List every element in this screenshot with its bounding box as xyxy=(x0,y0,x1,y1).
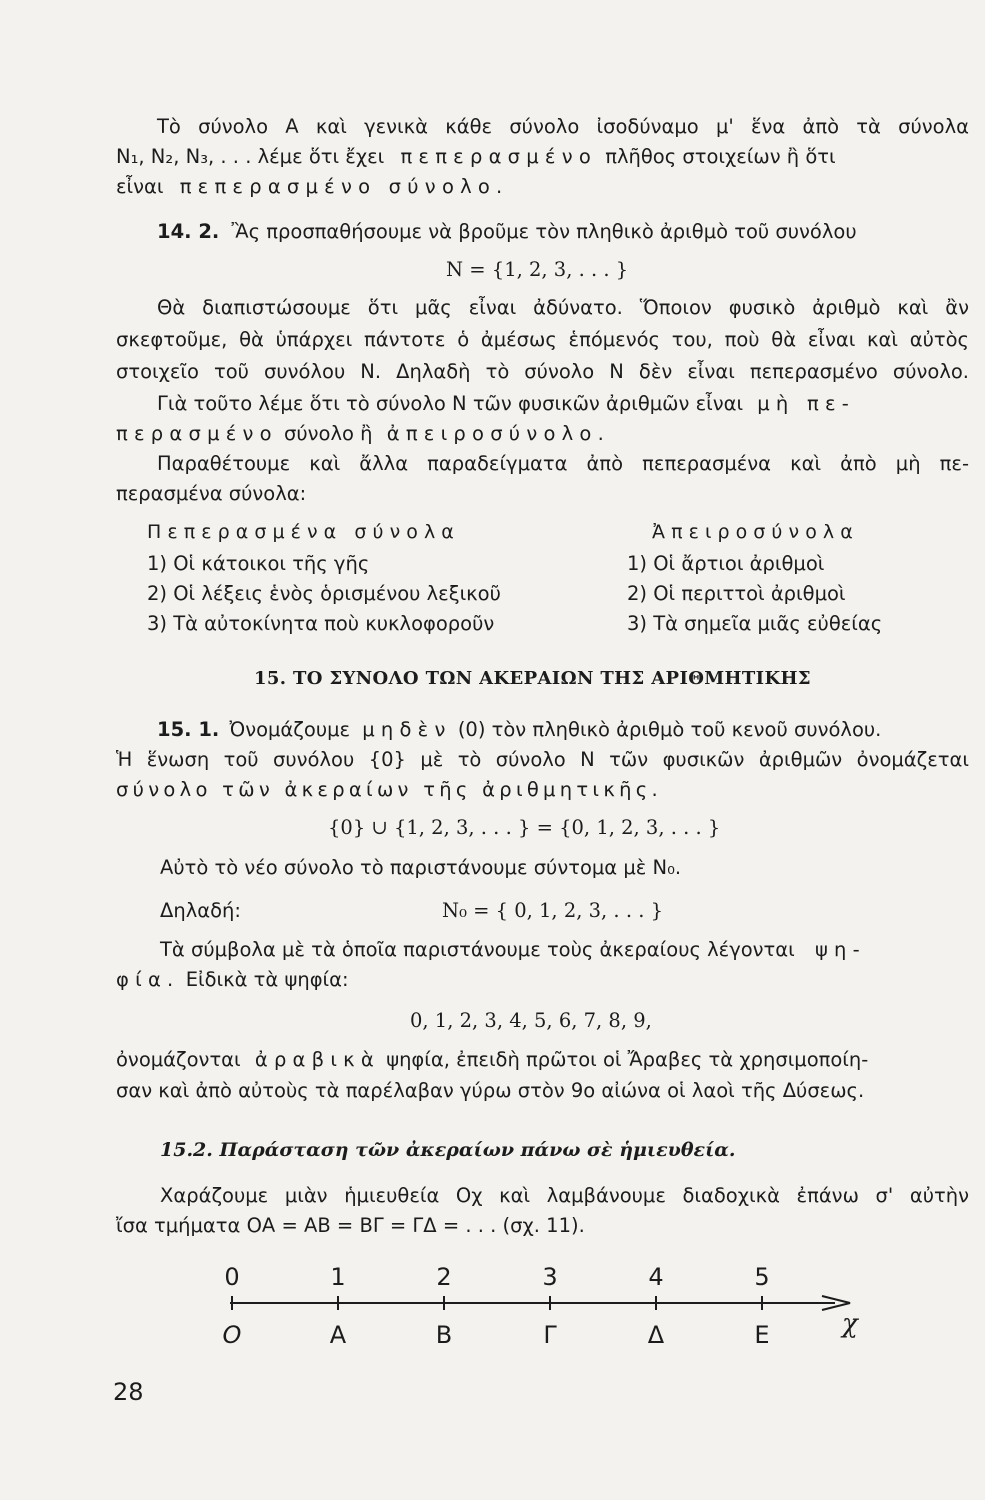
finite-example: 3) Τὰ αὐτοκίνητα ποὺ κυκλοφοροῦν xyxy=(147,612,495,635)
n0-formula: N₀ = { 0, 1, 2, 3, . . . } xyxy=(442,899,664,922)
spaced-term: σύνολο τῶν ἀκεραίων τῆς ἀριθμητικῆς. xyxy=(116,778,662,801)
subsection-title: 15.2. Παράσταση τῶν ἀκεραίων πάνω σὲ ἡμιευθεία. xyxy=(160,1139,736,1161)
ray-point-label: E xyxy=(754,1321,770,1349)
spaced-term: περασμένο xyxy=(116,422,278,445)
section-title: 15. ΤΟ ΣΥΝΟΛΟ ΤΩΝ ΑΚΕΡΑΙΩΝ ΤΗΣ ΑΡΙΘΜΗΤΙΚΗΣ xyxy=(254,668,811,689)
infinite-example: 3) Τὰ σημεῖα μιᾶς εὐθείας xyxy=(627,612,883,635)
infinite-example: 1) Οἱ ἄρτιοι ἀριθμοὶ xyxy=(627,552,825,575)
ray-number-label: 1 xyxy=(330,1263,346,1291)
ray-point-label: B xyxy=(435,1321,453,1349)
spaced-term: πεπερασμένο xyxy=(400,145,597,168)
text-line: σαν καὶ ἀπὸ αὐτοὺς τὰ παρέλαβαν γύρω στὸν 9ο αἰώνα οἱ λαοὶ τῆς Δύσεως. xyxy=(116,1079,865,1102)
spaced-term: ψη- xyxy=(814,938,866,961)
text-span: Γιὰ τοῦτο λέμε ὅτι τὸ σύνολο N τῶν φυσικῶν ἀριθμῶν εἶναι xyxy=(157,392,744,415)
text-line: Τὸ σύνολο Α καὶ γενικὰ κάθε σύνολο ἰσοδύναμο μ' ἕνα ἀπὸ τὰ σύνολα xyxy=(157,115,969,138)
finite-example: 2) Οἱ λέξεις ἑνὸς ὁρισμένου λεξικοῦ xyxy=(147,582,501,605)
page-number: 28 xyxy=(113,1378,144,1406)
spaced-term: ἀπειροσύνολο. xyxy=(386,422,611,445)
text-span: N₁, N₂, N₃, . . . λέμε ὅτι ἔχει xyxy=(116,145,385,168)
text-line: Θὰ διαπιστώσουμε ὅτι μᾶς εἶναι ἀδύνατο. Ὅποιον φυσικὸ ἀριθμὸ καὶ ἂν xyxy=(157,296,969,319)
ray-number-label: 2 xyxy=(436,1263,452,1291)
ray-point-label: A xyxy=(329,1321,347,1349)
text-span: ψηφία, ἐπειδὴ πρῶτοι οἱ Ἄραβες τὰ χρησιμοποίη- xyxy=(386,1048,869,1071)
text-line: Χαράζουμε μιὰν ἡμιευθεία Οχ καὶ λαμβάνουμε διαδοχικὰ ἐπάνω σ' αὐτὴν xyxy=(160,1184,969,1207)
ray-number-label: 3 xyxy=(542,1263,558,1291)
ray-number-label: 5 xyxy=(754,1263,770,1291)
spaced-term: φία. xyxy=(116,968,180,991)
text-line: περασμένα σύνολα: xyxy=(116,482,307,505)
infinite-sets-header: Ἀπειροσύνολα xyxy=(652,521,859,543)
ray-number-label: 0 xyxy=(224,1263,240,1291)
text-line: ἴσα τμήματα ΟΑ = ΑΒ = ΒΓ = ΓΔ = . . . (σχ. 11). xyxy=(116,1214,585,1237)
section-number: 15. 1. xyxy=(157,718,220,741)
text-line: Ἡ ἕνωση τοῦ συνόλου {0} μὲ τὸ σύνολο N τῶν φυσικῶν ἀριθμῶν ὀνομάζεται xyxy=(116,748,969,771)
spaced-term: πεπερασμένο σύνολο. xyxy=(179,175,509,198)
text-line: Αὐτὸ τὸ νέο σύνολο τὸ παριστάνουμε σύντομα μὲ N₀. xyxy=(160,856,682,879)
finite-sets-header: Πεπερασμένα σύνολα xyxy=(147,521,460,543)
text-span: πλῆθος στοιχείων ἢ ὅτι xyxy=(605,145,836,168)
text-span: (0) τὸν πληθικὸ ἀριθμὸ τοῦ κενοῦ συνόλου. xyxy=(457,718,882,741)
ray-point-label: Γ xyxy=(543,1321,557,1349)
text-line: στοιχεῖο τοῦ συνόλου N. Δηλαδὴ τὸ σύνολο N δὲν εἶναι πεπερασμένο σύνολο. xyxy=(116,360,969,383)
ray-point-label: O xyxy=(222,1321,242,1349)
ray-point-label: Δ xyxy=(647,1321,665,1349)
spaced-term: ἀραβικὰ xyxy=(254,1048,380,1071)
text-span: Ἂς προσπαθήσουμε νὰ βροῦμε τὸν πληθικὸ ἀριθμὸ τοῦ συνόλου xyxy=(231,220,857,243)
spaced-term: μηδὲν xyxy=(362,718,452,741)
ray-label: χ xyxy=(842,1309,858,1339)
finite-example: 1) Οἱ κάτοικοι τῆς γῆς xyxy=(147,552,370,575)
section-number: 14. 2. xyxy=(157,220,220,243)
text-line: Παραθέτουμε καὶ ἄλλα παραδείγματα ἀπὸ πεπερασμένα καὶ ἀπὸ μὴ πε- xyxy=(157,452,969,475)
text-line: σκεφτοῦμε, θὰ ὑπάρχει πάντοτε ὁ ἀμέσως ἑπόμενός του, ποὺ θὰ εἶναι καὶ αὐτὸς xyxy=(116,328,969,351)
spaced-term: μὴ πε- xyxy=(757,392,856,415)
text-line: Δηλαδή: xyxy=(160,899,241,922)
text-span: Τὰ σύμβολα μὲ τὰ ὁποῖα παριστάνουμε τοὺς ἀκεραίους λέγονται xyxy=(160,938,795,961)
digits-list: 0, 1, 2, 3, 4, 5, 6, 7, 8, 9, xyxy=(410,1009,652,1032)
text-span: Ὀνομάζουμε xyxy=(229,718,351,741)
union-formula: {0} ∪ {1, 2, 3, . . . } = {0, 1, 2, 3, . . . } xyxy=(328,816,721,839)
text-span: εἶναι xyxy=(116,175,164,198)
set-formula: N = {1, 2, 3, . . . } xyxy=(446,258,629,281)
ray-number-label: 4 xyxy=(648,1263,664,1291)
text-span: σύνολο ἢ xyxy=(284,422,373,445)
text-span: ὀνομάζονται xyxy=(116,1048,241,1071)
infinite-example: 2) Οἱ περιττοὶ ἀριθμοὶ xyxy=(627,582,846,605)
text-span: Εἰδικὰ τὰ ψηφία: xyxy=(185,968,349,991)
